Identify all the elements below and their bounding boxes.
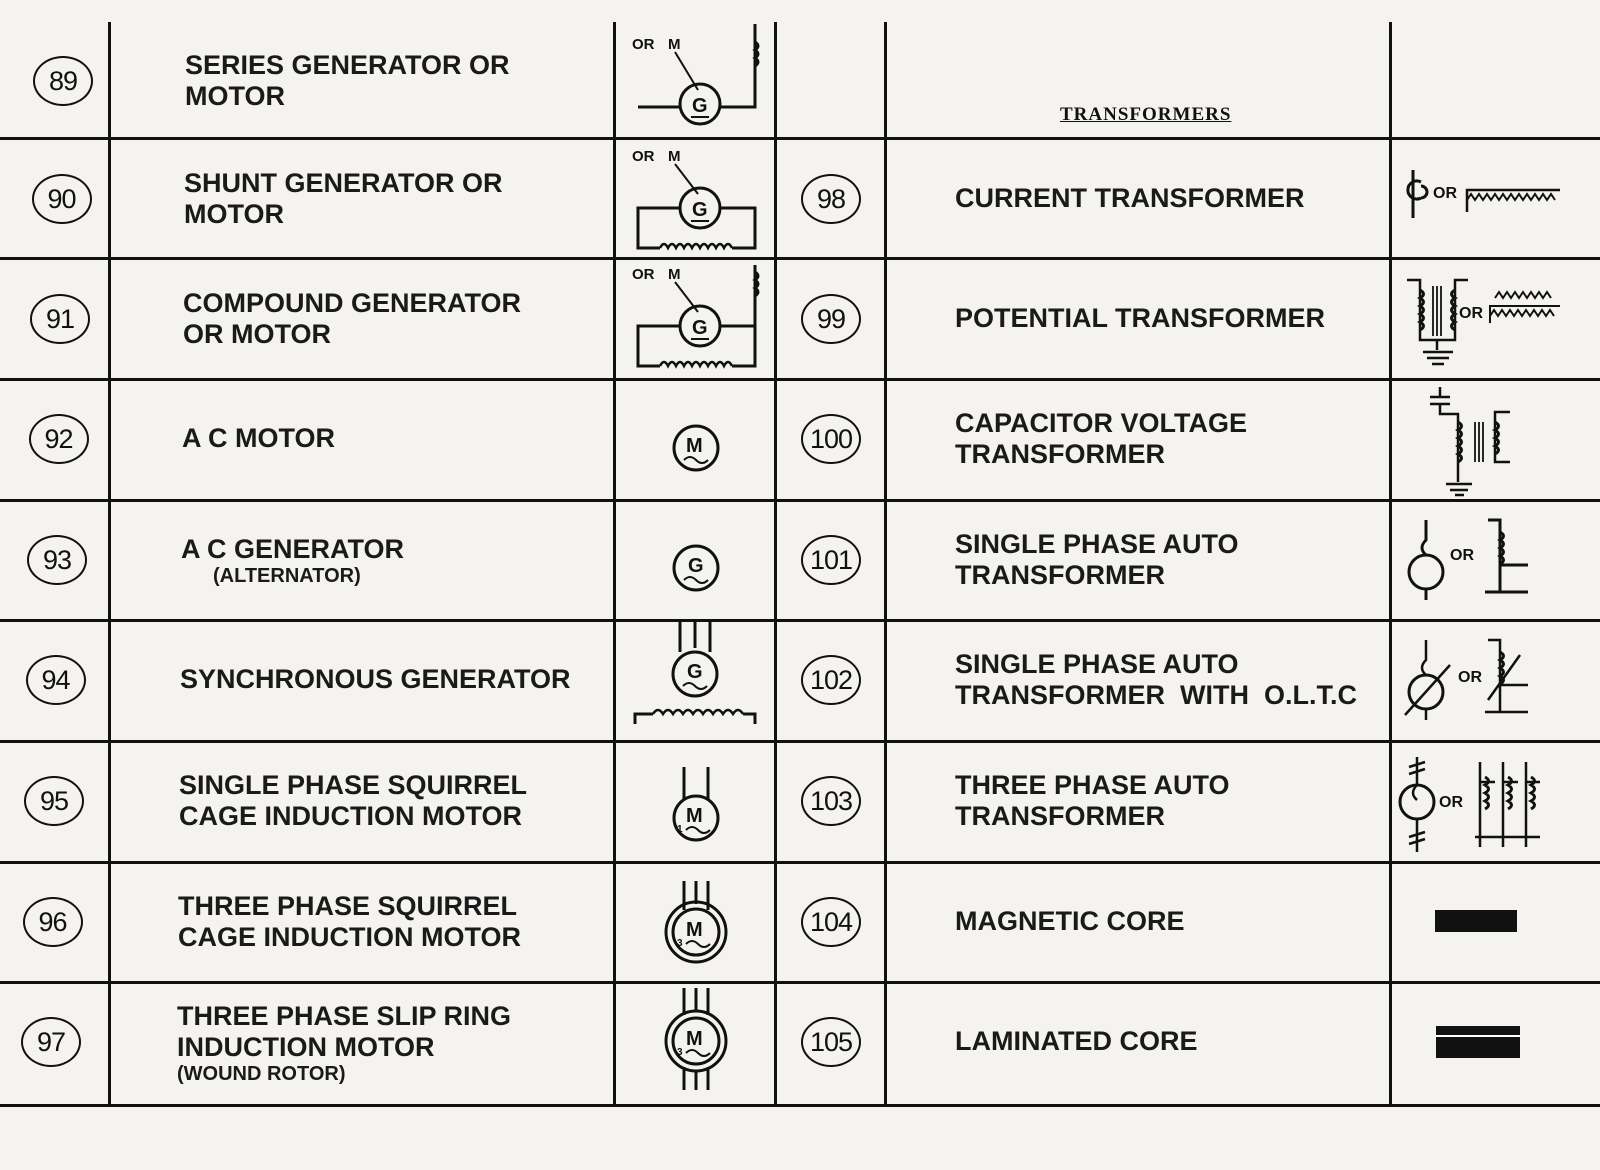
ac-generator-symbol: [640, 540, 740, 600]
item-label: [180, 664, 571, 695]
item-label: [182, 423, 335, 454]
row-divider: [0, 740, 1600, 743]
column-divider: [613, 22, 616, 1105]
column-divider: [884, 22, 887, 1105]
row-divider: [0, 981, 1600, 984]
item-number: 101: [801, 535, 861, 585]
ac-motor-symbol: [640, 420, 740, 480]
label-line: CAPACITOR VOLTAGE: [955, 408, 1248, 438]
label-line: MOTOR: [185, 81, 285, 111]
item-label: [955, 183, 1304, 214]
label-line: MOTOR: [184, 199, 284, 229]
label-line: SINGLE PHASE AUTO: [955, 529, 1239, 559]
item-number: 96: [23, 897, 83, 947]
current-transformer-symbol: [1395, 160, 1565, 230]
svg-text:M: M: [668, 266, 681, 283]
svg-text:M: M: [686, 435, 703, 457]
row-divider: [0, 619, 1600, 622]
item-number: 105: [801, 1017, 861, 1067]
svg-text:M: M: [668, 148, 681, 165]
row-divider: [0, 499, 1600, 502]
label-line: A C MOTOR: [182, 423, 335, 453]
item-number: 104: [801, 897, 861, 947]
svg-text:OR: OR: [632, 36, 655, 53]
row-divider: [0, 378, 1600, 381]
svg-text:M: M: [686, 1028, 703, 1050]
item-number: 89: [33, 56, 93, 106]
item-label: [178, 891, 521, 953]
svg-text:1: 1: [677, 824, 683, 835]
label-line: SINGLE PHASE SQUIRREL: [179, 770, 528, 800]
column-divider: [774, 22, 777, 1105]
section-header-transformers: TRANSFORMERS: [1060, 104, 1232, 125]
single-phase-auto-transformer-symbol: [1400, 510, 1560, 610]
item-label: [184, 168, 503, 230]
label-line: CAGE INDUCTION MOTOR: [179, 801, 522, 831]
label-line: SHUNT GENERATOR OR: [184, 168, 503, 198]
svg-text:G: G: [688, 555, 704, 577]
item-number: 97: [21, 1017, 81, 1067]
item-number: 94: [26, 655, 86, 705]
slip-ring-induction-motor-symbol: [640, 985, 750, 1100]
label-line: TRANSFORMER WITH O.L.T.C: [955, 680, 1357, 710]
svg-text:OR: OR: [1433, 185, 1457, 202]
svg-text:3: 3: [677, 938, 683, 949]
svg-text:M: M: [686, 919, 703, 941]
label-line: TRANSFORMER: [955, 801, 1165, 831]
column-divider: [108, 22, 111, 1105]
item-number: 99: [801, 294, 861, 344]
compound-generator-symbol: [620, 260, 770, 375]
capacitor-voltage-transformer-symbol: [1420, 382, 1550, 497]
label-line: THREE PHASE SLIP RING: [177, 1000, 512, 1031]
label-line: TRANSFORMER: [955, 439, 1165, 469]
item-label: [185, 50, 510, 112]
potential-transformer-symbol: [1395, 268, 1565, 378]
column-divider: [1389, 22, 1392, 1105]
item-number: 103: [801, 776, 861, 826]
synchronous-generator-symbol: [625, 622, 765, 732]
label-line: THREE PHASE SQUIRREL: [178, 891, 518, 921]
row-divider: [0, 257, 1600, 260]
item-number: 102: [801, 655, 861, 705]
svg-text:OR: OR: [632, 148, 655, 165]
item-number: 91: [30, 294, 90, 344]
item-label: [181, 534, 404, 587]
item-label: [955, 1026, 1198, 1057]
series-generator-symbol: [620, 22, 770, 137]
svg-text:M: M: [668, 36, 681, 53]
svg-text:OR: OR: [1459, 305, 1483, 322]
three-phase-auto-transformer-symbol: [1395, 752, 1560, 857]
svg-text:OR: OR: [632, 266, 655, 283]
item-label: [955, 529, 1239, 591]
item-label: [955, 906, 1185, 937]
magnetic-core-symbol: [1435, 910, 1517, 932]
item-label: [955, 770, 1230, 832]
label-line: THREE PHASE AUTO: [955, 770, 1230, 800]
label-line: INDUCTION MOTOR: [177, 1031, 435, 1062]
item-label: [177, 1001, 511, 1085]
svg-text:OR: OR: [1439, 794, 1463, 811]
item-label: [955, 408, 1247, 470]
item-label: [955, 303, 1325, 334]
svg-text:3: 3: [677, 1047, 683, 1058]
item-number: 93: [27, 535, 87, 585]
row-divider: [0, 137, 1600, 140]
label-line: OR MOTOR: [183, 319, 331, 349]
label-line: LAMINATED CORE: [955, 1026, 1198, 1056]
single-phase-induction-motor-symbol: [640, 762, 750, 852]
label-line: COMPOUND GENERATOR: [183, 288, 522, 318]
item-number: 92: [29, 414, 89, 464]
label-line: POTENTIAL TRANSFORMER: [955, 303, 1325, 333]
label-note: (WOUND ROTOR): [177, 1062, 346, 1085]
item-number: 90: [32, 174, 92, 224]
row-divider: [0, 861, 1600, 864]
item-label: [955, 649, 1357, 711]
auto-transformer-oltc-symbol: [1400, 630, 1560, 730]
label-line: SYNCHRONOUS GENERATOR: [180, 664, 571, 694]
item-label: [179, 770, 527, 832]
label-line: A C GENERATOR: [181, 533, 405, 564]
label-line: CAGE INDUCTION MOTOR: [178, 922, 521, 952]
item-label: [183, 288, 521, 350]
row-divider: [0, 1104, 1600, 1107]
three-phase-squirrel-cage-motor-symbol: [640, 876, 750, 986]
laminated-core-symbol: [1436, 1026, 1520, 1058]
item-number: 95: [24, 776, 84, 826]
svg-text:OR: OR: [1450, 547, 1474, 564]
svg-text:G: G: [692, 199, 708, 221]
shunt-generator-symbol: [620, 140, 770, 255]
item-number: 98: [801, 174, 861, 224]
label-line: MAGNETIC CORE: [955, 906, 1185, 936]
svg-text:G: G: [692, 317, 708, 339]
label-line: CURRENT TRANSFORMER: [955, 183, 1305, 213]
label-line: SINGLE PHASE AUTO: [955, 649, 1239, 679]
item-number: 100: [801, 414, 861, 464]
svg-text:OR: OR: [1458, 669, 1482, 686]
svg-text:G: G: [687, 661, 703, 683]
svg-text:G: G: [692, 95, 708, 117]
label-line: TRANSFORMER: [955, 560, 1165, 590]
label-note: (ALTERNATOR): [213, 564, 361, 587]
label-line: SERIES GENERATOR OR: [185, 50, 510, 80]
svg-text:M: M: [686, 805, 703, 827]
